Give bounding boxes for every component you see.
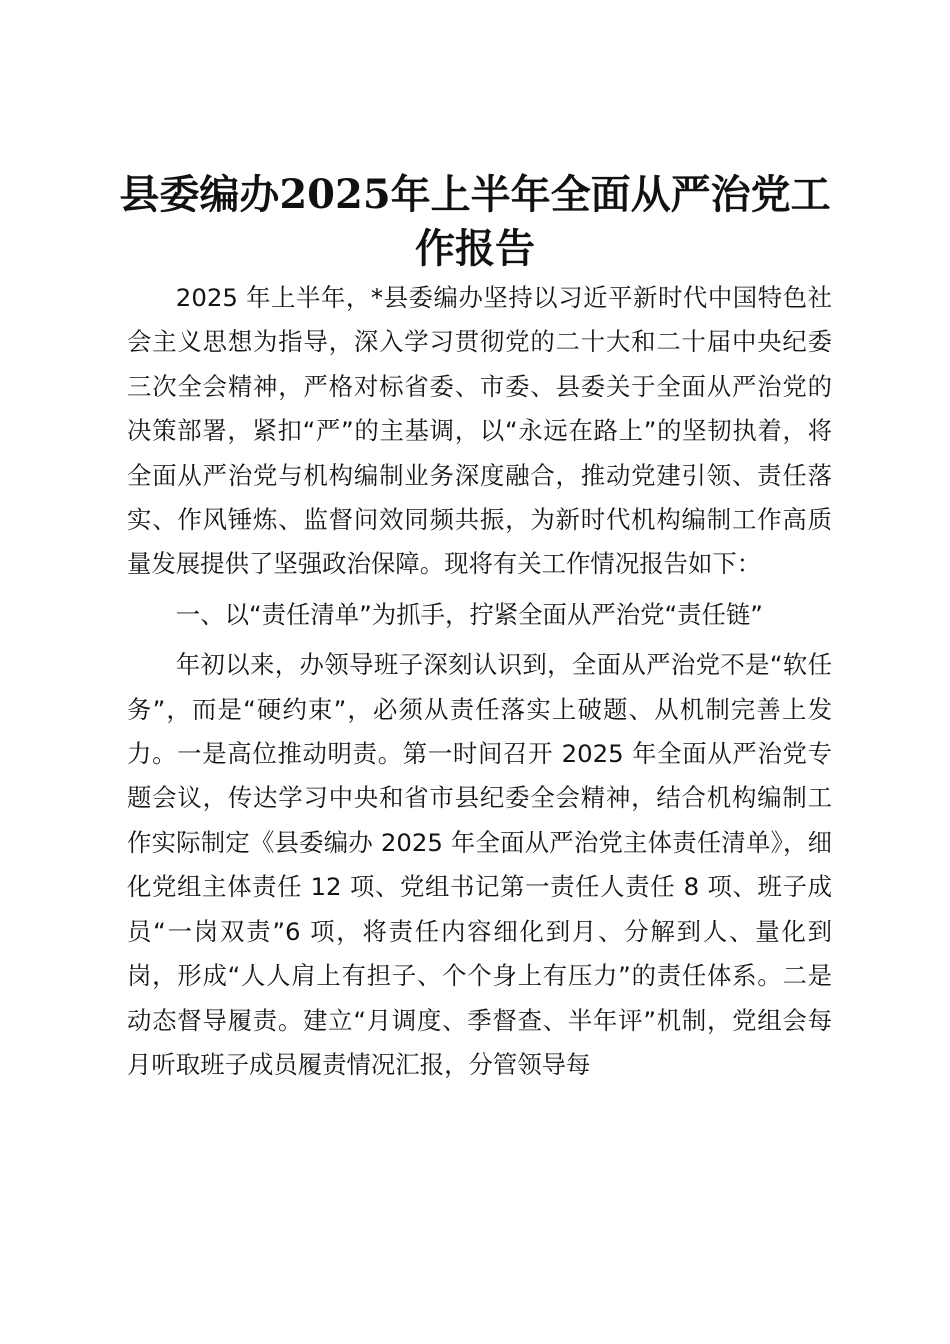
section-1-paragraph: 年初以来，办领导班子深刻认识到，全面从严治党不是“软任务”，而是“硬约束”，必须从责任落实上破题、从机制完善上发力。一是高位推动明责。第一时间召开 2025 年全面从严治党专题会议，传达学习中央和省市县纪委全会精神，结合机构编制工作实际制定《县委编办 2025 年全面从严治党主体责任清单》，细化党组主体责任 12 项、党组书记第一责任人责任 8 项、班子成员“一岗双责”6 项，将责任内容细化到月、分解到人、量化到岗，形成“人人肩上有担子、个个身上有压力”的责任体系。二是动态督导履责。建立“月调度、季督查、半年评”机制，党组会每月听取班子成员履责情况汇报，分管领导每	[127, 650, 832, 1079]
intro-paragraph: 2025 年上半年，*县委编办坚持以习近平新时代中国特色社会主义思想为指导，深入学习贯彻党的二十大和二十届中央纪委三次全会精神，严格对标省委、市委、县委关于全面从严治党的决策部署，紧扣“严”的主基调，以“永远在路上”的坚韧执着，将全面从严治党与机构编制业务深度融合，推动党建引领、责任落实、作风锤炼、监督问效同频共振，为新时代机构编制工作高质量发展提供了坚强政治保障。现将有关工作情况报告如下：	[127, 283, 832, 579]
document-title: 县委编办2025年上半年全面从严治党工作报告	[119, 171, 831, 272]
document-body	[127, 276, 832, 1087]
section-1-heading: 一、以“责任清单”为抓手，拧紧全面从严治党“责任链”	[175, 599, 763, 629]
